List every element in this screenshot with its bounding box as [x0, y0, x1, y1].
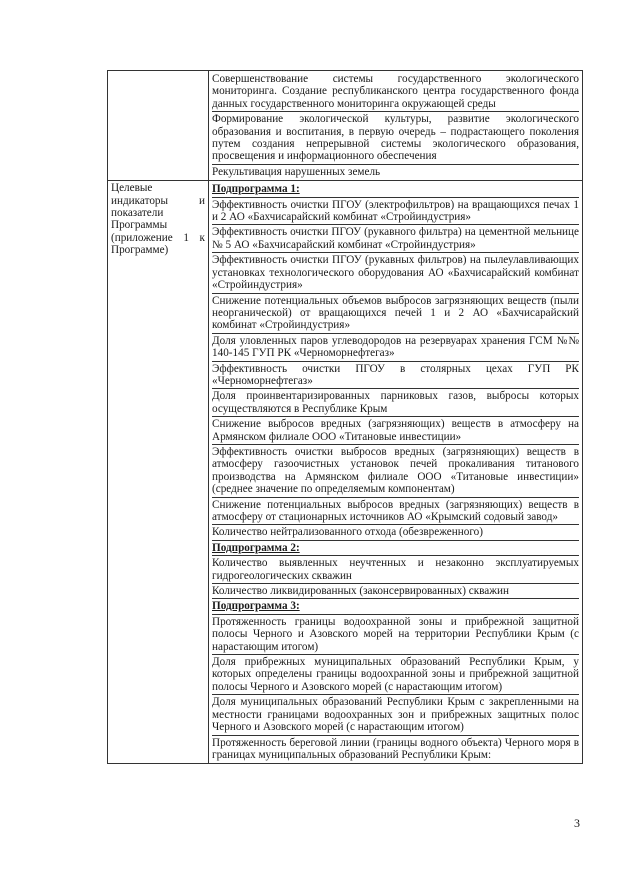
- indicator-item: Доля прибрежных муниципальных образований Республики Крым, у которых определены границы водоохранной зоны и прибрежной защитной полосы Черного и Азовского морей (с нарастающим итогом): [212, 655, 579, 695]
- indicator-item: Доля уловленных паров углеводородов на резервуарах хранения ГСМ №№ 140-145 ГУП РК «Черноморнефтегаз»: [212, 334, 579, 362]
- indicator-item: Эффективность очистки ПГОУ (рукавного фильтра) на цементной мельнице № 5 АО «Бахчисарайский комбинат «Стройиндустрия»: [212, 225, 579, 253]
- indicators-label: Целевые индикаторы и показатели Программы (приложение 1 к Программе): [111, 182, 205, 257]
- indicator-item: Протяженность береговой линии (границы водного объекта) Черного моря в границах муниципальных образований Республики Крым:: [212, 736, 579, 761]
- indicators-label-cell: [108, 181, 209, 764]
- indicator-item: Количество выявленных неучтенных и незаконно эксплуатируемых гидрогеологических скважин: [212, 556, 579, 584]
- indicator-item: Протяженность границы водоохранной зоны и прибрежной защитной полосы Черного и Азовского морей на территории Республики Крым (с нарастающим итогом): [212, 615, 579, 655]
- subprogram-heading: Подпрограмма 1:: [212, 182, 579, 197]
- indicator-item: Количество ликвидированных (законсервированных) скважин: [212, 584, 579, 599]
- indicator-item: Эффективность очистки ПГОУ (рукавных фильтров) на пылеулавливающих установках технологического оборудования АО «Бахчисарайский комбинат «Стройиндустрия»: [212, 253, 579, 293]
- empty-left-cell: [108, 71, 209, 181]
- indicator-item: Доля муниципальных образований Республики Крым с закрепленными на местности границами водоохранных зон и прибрежных защитных полос Черного и Азовского морей (с нарастающим итогом): [212, 695, 579, 735]
- indicators-list-cell: [209, 181, 583, 764]
- measure-land-reclamation: Рекультивация нарушенных земель: [212, 165, 381, 178]
- measure-monitoring: Совершенствование системы государственного экологического мониторинга. Создание республиканского центра государственного фонда данных государственного мониторинга окружающей среды: [212, 72, 579, 112]
- subprogram-heading: Подпрограмма 2:: [212, 541, 579, 556]
- indicator-item: Эффективность очистки выбросов вредных (загрязняющих) веществ в атмосферу газоочистных установок печей прокаливания титанового производства на Армянском филиале ООО «Титановые инвестиции» (среднее значение по определяемым компонентам): [212, 445, 579, 498]
- table-row-indicators: [108, 181, 583, 764]
- program-table: [107, 70, 583, 764]
- measure-ecological-culture: Формирование экологической культуры, развитие экологического образования и воспитания, в первую очередь – подрастающего поколения путем создания непрерывной системы экологического образования, просвещения и информационного обеспечения: [212, 112, 579, 165]
- indicator-item: Количество нейтрализованного отхода (обезвреженного): [212, 525, 579, 540]
- indicator-item: Доля проинвентаризированных парниковых газов, выбросы которых осуществляются в Республике Крым: [212, 389, 579, 417]
- indicator-item: Эффективность очистки ПГОУ (электрофильтров) на вращающихся печах 1 и 2 АО «Бахчисарайский комбинат «Стройиндустрия»: [212, 198, 579, 226]
- table-row-continuation: [108, 71, 583, 181]
- indicator-item: Снижение потенциальных объемов выбросов загрязняющих веществ (пыли неорганической) от вращающихся печей 1 и 2 АО «Бахчисарайский комбинат «Стройиндустрия»: [212, 294, 579, 334]
- indicator-item: Эффективность очистки ПГОУ в столярных цехах ГУП РК «Черноморнефтегаз»: [212, 362, 579, 390]
- indicator-item: Снижение потенциальных выбросов вредных (загрязняющих) веществ в атмосферу от стационарных источников АО «Крымский содовый завод»: [212, 498, 579, 526]
- measures-cell: [209, 71, 583, 181]
- page-number: 3: [574, 816, 580, 830]
- subprogram-heading: Подпрограмма 3:: [212, 599, 579, 614]
- indicator-item: Снижение выбросов вредных (загрязняющих) веществ в атмосферу на Армянском филиале ООО «Титановые инвестиции»: [212, 417, 579, 445]
